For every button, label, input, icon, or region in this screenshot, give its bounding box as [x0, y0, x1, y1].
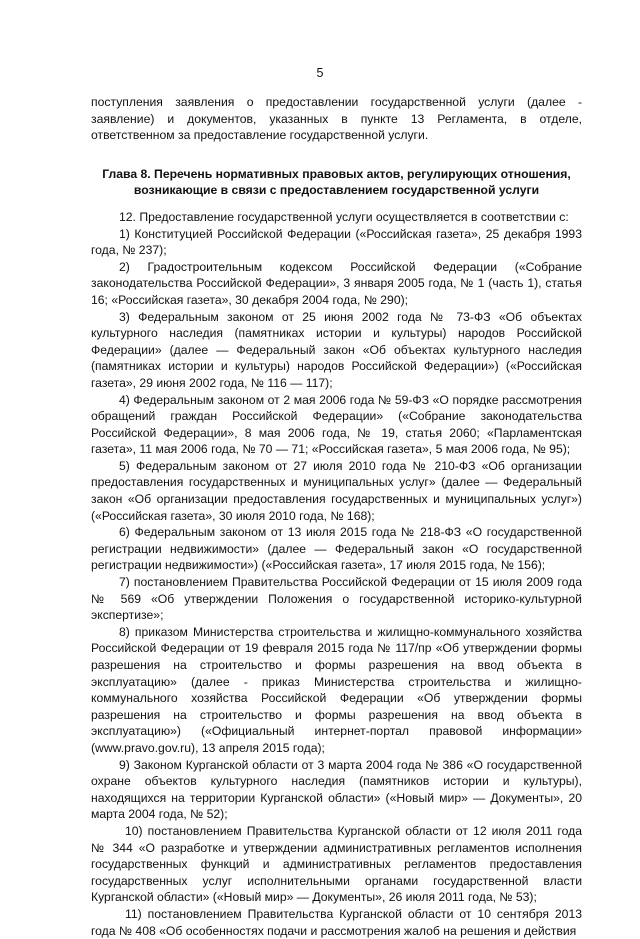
list-item: 7) постановлением Правительства Российской Федерации от 15 июля 2009 года № 569 «Об утверждении Положения о государственной историко-культурной экспертизе»;	[91, 575, 582, 623]
document-body	[91, 94, 582, 939]
list-item: 2) Градостроительным кодексом Российской Федерации («Собрание законодательства Российской Федерации», 3 января 2005 года, № 1 (часть 1), статья 16; «Российская газета», 30 декабря 2004 года, № 290);	[91, 259, 582, 307]
list-item: 10) постановлением Правительства Курганской области от 12 июля 2011 года № 344 «О разработке и утверждении административных регламентов исполнения государственных функций и административных регламентов предоставления государственных услуг исполнительными органами государственной власти Курганской области» («Новый мир» — Документы», 26 июля 2011 года, № 53);	[91, 823, 582, 905]
list-item: 4) Федеральным законом от 2 мая 2006 года № 59-ФЗ «О порядке рассмотрения обращений граждан Российской Федерации» («Собрание законодательства Российской Федерации», 8 мая 2006 года, № 19, статья 2060; «Парламентская газета», 11 мая 2006 года, № 70 — 71; «Российская газета», 5 мая 2006 года, № 95);	[91, 392, 582, 457]
page-number: 5	[316, 66, 324, 80]
list-item: 9) Законом Курганской области от 3 марта 2004 года № 386 «О государственной охране объектов культурного наследия (памятников истории и культуры), находящихся на территории Курганской области» («Новый мир» — Документы», 20 марта 2004 года, № 52);	[91, 757, 582, 822]
list-item: 11) постановлением Правительства Курганской области от 10 сентября 2013 года № 408 «Об особенностях подачи и рассмотрения жалоб на решения и действия	[91, 906, 582, 938]
list-item: 6) Федеральным законом от 13 июля 2015 года № 218-ФЗ «О государственной регистрации недвижимости» (далее — Федеральный закон «О государственной регистрации недвижимости») («Российская газета», 17 июля 2015 года, № 156);	[91, 525, 582, 573]
list-item: 5) Федеральным законом от 27 июля 2010 года № 210-ФЗ «Об организации предоставления государственных и муниципальных услуг» (далее — Федеральный закон «Об организации предоставления государственных и муниципальных услуг») («Российская газета», 30 июля 2010 года, № 168);	[91, 458, 582, 523]
chapter-heading: Глава 8. Перечень нормативных правовых актов, регулирующих отношения, возникающие в связи с предоставлением государственной услуги	[102, 166, 571, 198]
intro-paragraph: поступления заявления о предоставлении государственной услуги (далее - заявление) и документов, указанных в пункте 13 Регламента, в отделе, ответственном за предоставление государственной услуги.	[91, 95, 582, 143]
list-item: 3) Федеральным законом от 25 июня 2002 года № 73-ФЗ «Об объектах культурного наследия (памятниках истории и культуры) народов Российской Федерации» (далее — Федеральный закон «Об объектах культурного наследия (памятниках истории и культуры) народов Российской Федерации») («Российская газета», 29 июня 2002 года, № 116 — 117);	[91, 309, 582, 390]
list-item: 1) Конституцией Российской Федерации («Российская газета», 25 декабря 1993 года, № 237);	[91, 226, 582, 258]
paragraph-12: 12. Предоставление государственной услуги осуществляется в соответствии с:	[119, 209, 569, 224]
list-item: 8) приказом Министерства строительства и жилищно-коммунального хозяйства Российской Федерации от 19 февраля 2015 года № 117/пр «Об утверждении формы разрешения на строительство и формы разрешения на ввод объекта в эксплуатацию» (далее - приказ Министерства строительства и жилищно-коммунального хозяйства Российской Федерации «Об утверждении формы разрешения на строительство и формы разрешения на ввод объекта в эксплуатацию») («Официальный интернет-портал правовой информации» (www.pravo.gov.ru), 13 апреля 2015 года);	[91, 624, 582, 755]
